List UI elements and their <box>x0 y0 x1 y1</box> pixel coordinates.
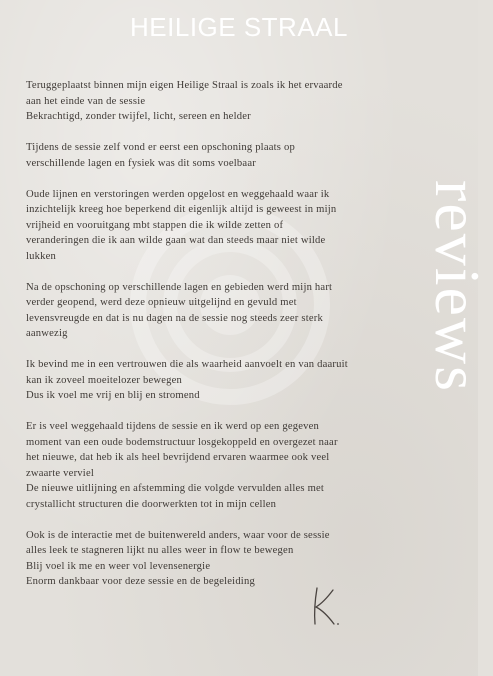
text-line: Oude lijnen en verstoringen werden opgelost en weggehaald waar ik <box>26 188 330 200</box>
text-line: kan ik zoveel moeitelozer bewegen <box>26 374 183 386</box>
text-line: Bekrachtigd, zonder twijfel, licht, sereen en helder <box>26 111 251 122</box>
text-line: Teruggeplaatst binnen mijn eigen Heilige Straal is zoals ik het ervaarde <box>26 80 343 91</box>
signature-k-initial <box>303 582 347 632</box>
text-line: Enorm dankbaar voor deze sessie en de begeleiding <box>26 576 255 587</box>
text-line: De nieuwe uitlijning en afstemming die volgde vervulden alles met <box>26 483 325 494</box>
text-line: vrijheid en vooruitgang mbt stappen die ik wilde zetten of <box>26 219 284 231</box>
text-line: verschillende lagen en fysiek was dit soms voelbaar <box>26 157 256 169</box>
text-line: Ook is de interactie met de buitenwereld anders, waar voor de sessie <box>26 529 330 541</box>
text-line: alles leek te stagneren lijkt nu alles weer in flow te bewegen <box>26 545 294 556</box>
review-paragraph <box>26 187 436 265</box>
review-paragraph <box>26 419 436 512</box>
text-line: aan het einde van de sessie <box>26 95 146 107</box>
reviews-side-label: reviews <box>422 180 493 394</box>
text-line: veranderingen die ik aan wilde gaan wat dan steeds maar niet wilde <box>26 235 326 246</box>
text-line: Ik bevind me in een vertrouwen die als waarheid aanvoelt en van daaruit <box>26 359 348 370</box>
review-paragraph <box>26 528 436 590</box>
review-text <box>26 78 436 605</box>
text-line: inzichtelijk kreeg hoe beperkend dit eigenlijk altijd is geweest in mijn <box>26 204 337 215</box>
text-line: het nieuwe, dat heb ik als heel bevrijdend ervaren waarmee ook veel <box>26 452 330 463</box>
text-line: zwaarte verviel <box>26 467 94 479</box>
text-line: Blij voel ik me en weer vol levensenergie <box>26 560 211 572</box>
text-line: Dus ik voel me vrij en blij en stromend <box>26 390 200 401</box>
text-line: Na de opschoning op verschillende lagen en gebieden werd mijn hart <box>26 281 333 293</box>
text-line: lukken <box>26 250 57 262</box>
text-line: crystallicht structuren die doorwerkten tot in mijn cellen <box>26 498 277 510</box>
page-title: HEILIGE STRAAL <box>130 12 348 42</box>
text-line: moment van een oude bodemstructuur losgekoppeld en overgezet naar <box>26 436 338 448</box>
text-line: verder geopend, werd deze opnieuw uitgelijnd en gevuld met <box>26 297 297 308</box>
review-paragraph <box>26 78 436 125</box>
review-paragraph <box>26 140 436 171</box>
text-line: Er is veel weggehaald tijdens de sessie en ik werd op een gegeven <box>26 421 320 432</box>
review-paragraph <box>26 280 436 342</box>
text-line: Tijdens de sessie zelf vond er eerst een opschoning plaats op <box>26 142 295 153</box>
review-paragraph <box>26 357 436 404</box>
text-line: aanwezig <box>26 328 68 339</box>
text-line: levensvreugde en dat is nu dagen na de sessie nog steeds zeer sterk <box>26 312 323 324</box>
